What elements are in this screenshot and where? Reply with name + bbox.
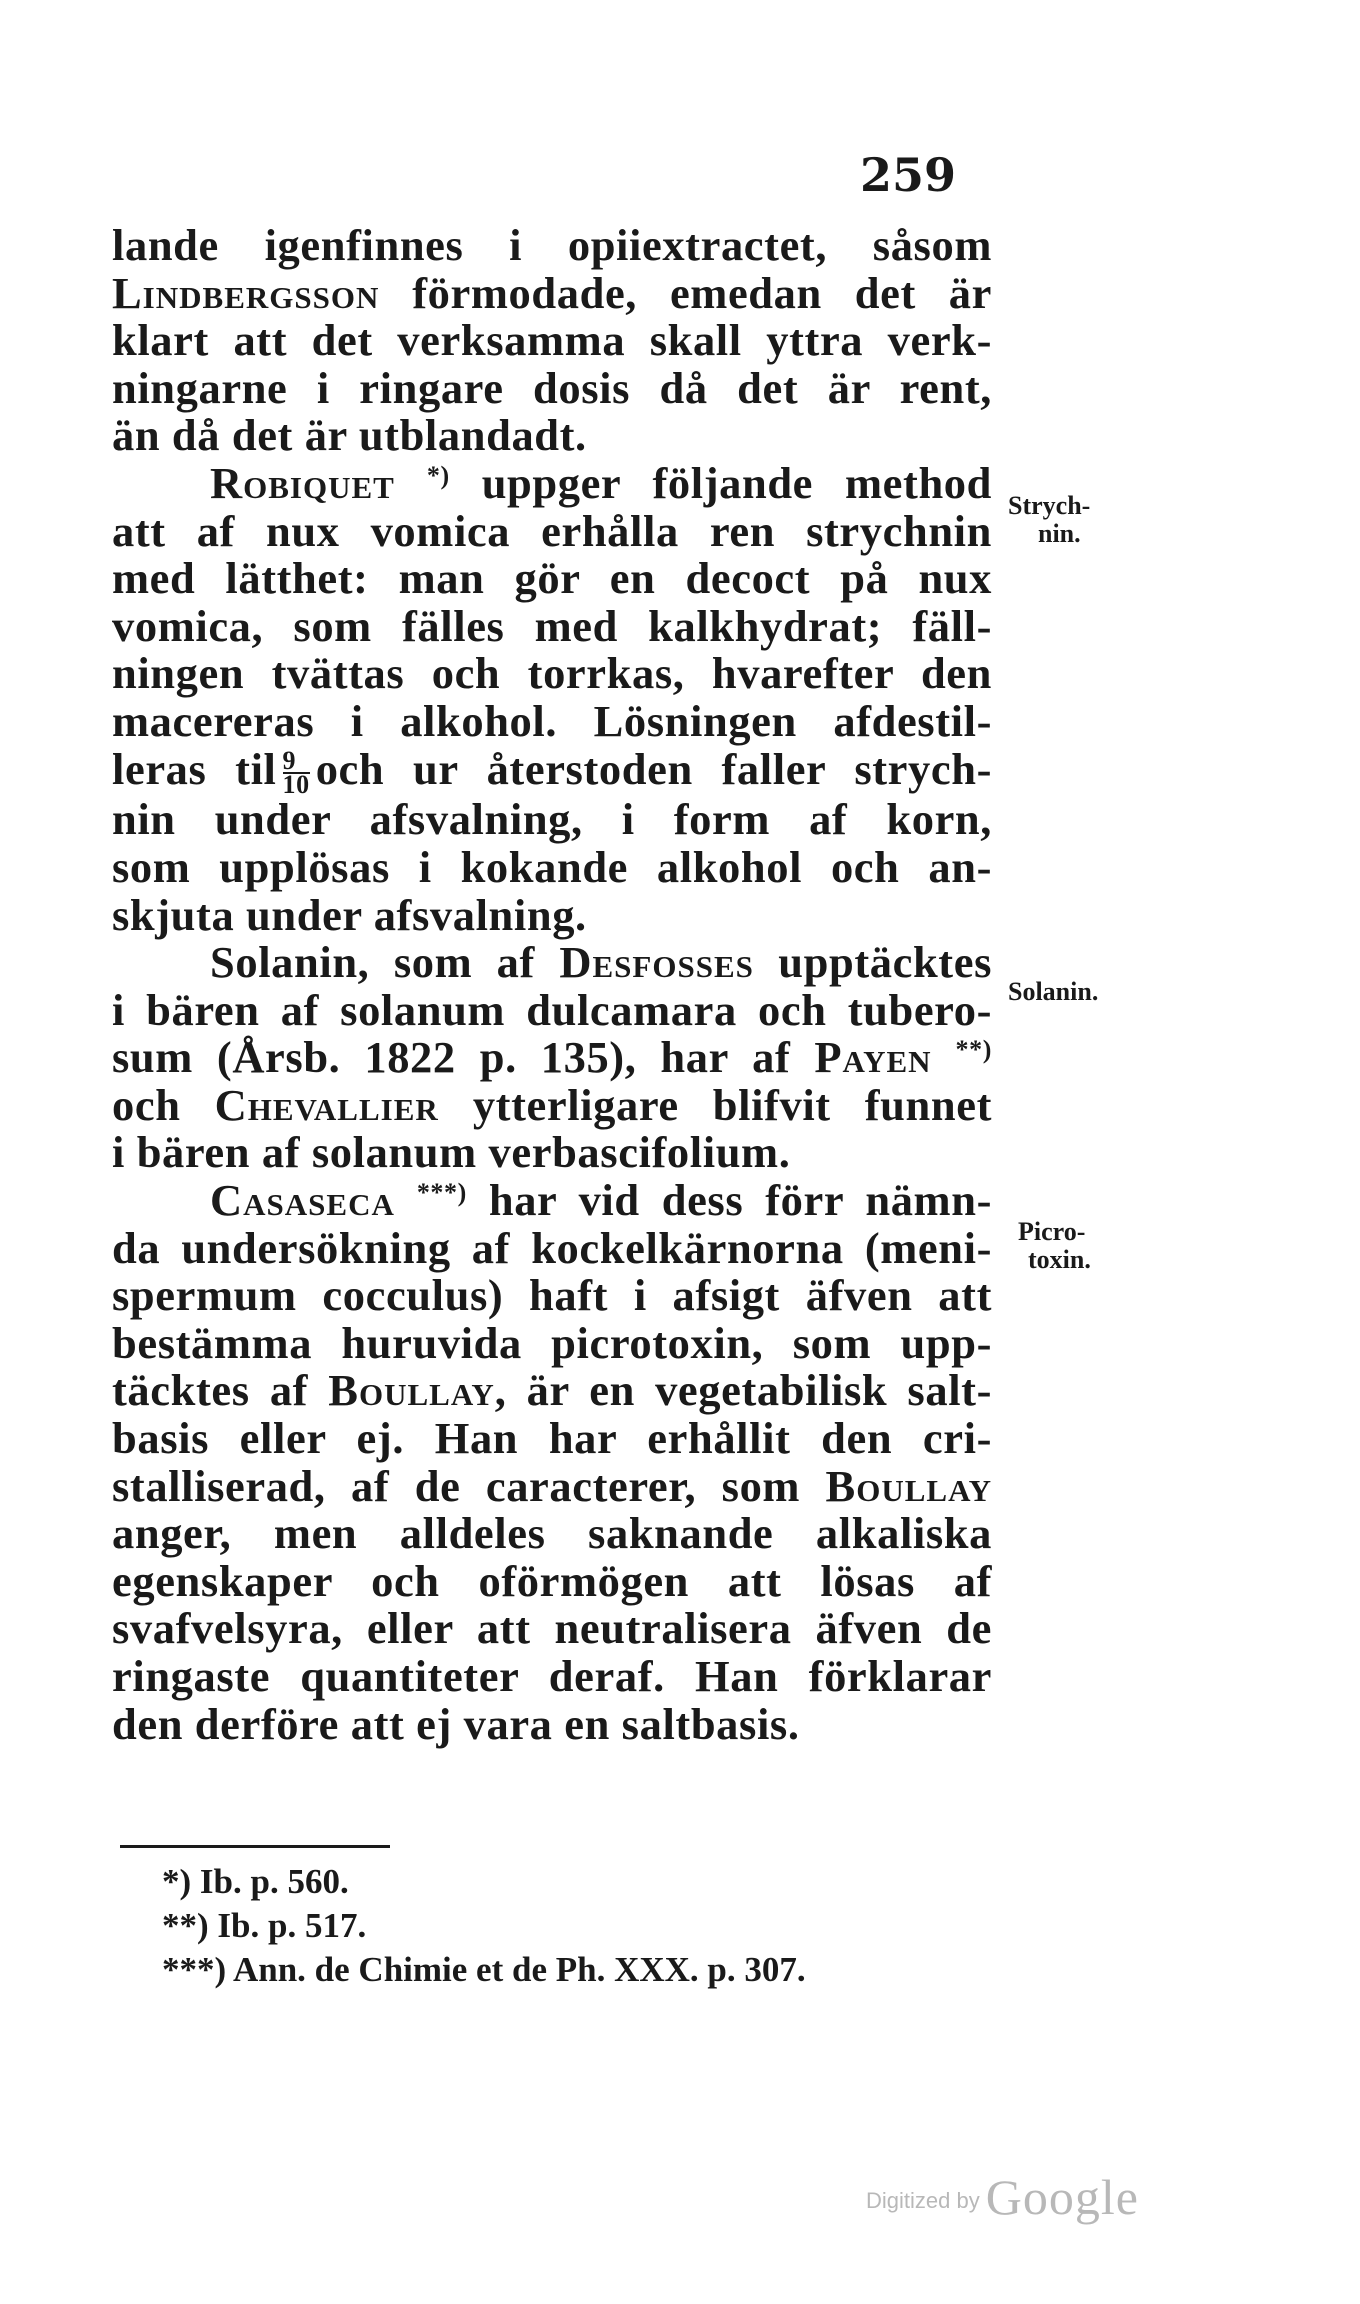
footnotes <box>162 1860 806 1992</box>
fraction <box>282 746 310 800</box>
text-line: i bären af solanum dulcamara och tubero- <box>112 984 992 1035</box>
text-line <box>112 1034 992 1082</box>
text-line: ningarne i ringare dosis då det är rent, <box>112 362 992 413</box>
person-name: Payen <box>814 1032 932 1083</box>
fraction-denominator: 10 <box>282 770 310 800</box>
text-line <box>112 1079 992 1130</box>
fraction-numerator: 9 <box>283 750 310 774</box>
text-fragment: upptäcktes <box>753 937 992 988</box>
text-line: med lätthet: man gör en decoct på nux <box>112 553 992 604</box>
text-line: skjuta under afsvalning. <box>112 889 587 940</box>
footnote: *) Ib. p. 560. <box>162 1862 349 1901</box>
text-line: nin under afsvalning, i form af korn, <box>112 794 992 845</box>
text-line: basis eller ej. Han har erhållit den cri- <box>112 1413 992 1464</box>
text-line: svafvelsyra, eller att neutralisera äfven de <box>112 1603 992 1654</box>
footnote-marker: *) <box>426 460 450 490</box>
person-name: Boullay <box>825 1460 992 1511</box>
text-fragment: förmodade, emedan det är <box>379 267 992 318</box>
text-line: da undersökning af kockelkärnorna (meni- <box>112 1222 992 1273</box>
text-line: att af nux vomica erhålla ren strychnin <box>112 505 992 556</box>
footnote: **) Ib. p. 517. <box>162 1906 367 1945</box>
text-line <box>112 1460 992 1511</box>
margin-note-line: Solanin. <box>1008 977 1099 1006</box>
text-fragment: , är en vegetabilisk salt- <box>494 1365 992 1416</box>
text-fragment: ytterligare blifvit funnet <box>438 1079 992 1130</box>
body-text <box>112 222 992 1748</box>
text-line: macereras i alkohol. Lösningen afdestil- <box>112 695 992 746</box>
text-line: vomica, som fälles med kalkhydrat; fäll- <box>112 600 992 651</box>
text-line: spermum cocculus) haft i afsigt äfven att <box>112 1270 992 1321</box>
digitized-watermark <box>866 2168 1139 2226</box>
text-fragment: har vid dess förr nämn- <box>466 1175 992 1226</box>
text-line <box>112 1367 992 1415</box>
text-line: anger, men alldeles saknande alkaliska <box>112 1508 992 1559</box>
text-fragment: Solanin, som af <box>210 937 560 988</box>
footnote: ***) Ann. de Chimie et de Ph. XXX. p. 307. <box>162 1950 806 1989</box>
text-line: än då det är utblandadt. <box>112 410 587 461</box>
footnote-marker: ***) <box>416 1178 467 1208</box>
text-line: bestämma huruvida picrotoxin, som upp- <box>112 1317 992 1368</box>
text-fragment: leras til <box>112 743 277 794</box>
margin-note-line: toxin. <box>1028 1245 1091 1274</box>
text-line: i bären af solanum verbascifolium. <box>112 1127 791 1178</box>
text-line: den derföre att ej vara en saltbasis. <box>112 1698 800 1749</box>
margin-note-strychnin <box>1008 492 1090 548</box>
footnote-marker: **) <box>955 1035 992 1065</box>
watermark-caption: Digitized by <box>866 2188 980 2213</box>
margin-note-solanin <box>1008 978 1098 1006</box>
text-line: klart att det verksamma skall yttra verk- <box>112 315 992 366</box>
text-fragment: sum (Årsb. 1822 p. 135), har af <box>112 1032 815 1083</box>
text-line: som upplösas i kokande alkohol och an- <box>112 841 992 892</box>
text-fragment: uppger följande method <box>449 457 992 508</box>
person-name: Chevallier <box>214 1079 439 1130</box>
text-fragment: och ur återstoden faller strych- <box>315 743 992 794</box>
text-line: ringaste quantiteter deraf. Han förklarar <box>112 1651 992 1701</box>
person-name: Boullay <box>328 1365 495 1416</box>
text-line <box>112 457 992 508</box>
margin-note-line: Picro- <box>1018 1217 1086 1246</box>
person-name: Desfosses <box>559 937 754 988</box>
text-line <box>112 743 992 800</box>
text-line: lande igenfinnes i opiiextractet, såsom <box>112 220 992 270</box>
text-line <box>112 267 992 318</box>
text-fragment: och <box>112 1079 215 1130</box>
text-line: ningen tvättas och torrkas, hvarefter den <box>112 648 992 699</box>
text-line: egenskaper och oförmögen att lösas af <box>112 1555 992 1606</box>
person-name: Robiquet <box>210 457 395 508</box>
text-fragment: stalliserad, af de caracterer, som <box>112 1460 826 1511</box>
text-fragment: täcktes af <box>112 1365 329 1416</box>
text-line <box>112 939 992 987</box>
footnote-divider <box>120 1845 390 1848</box>
page-number: 259 <box>860 148 957 202</box>
google-logo: Google <box>985 2169 1139 2225</box>
person-name: Lindbergsson <box>112 267 380 318</box>
person-name: Casaseca <box>210 1175 395 1226</box>
margin-note-line: Strych- <box>1008 491 1091 520</box>
margin-note-line: nin. <box>1038 519 1081 548</box>
margin-note-picrotoxin <box>1018 1218 1091 1274</box>
text-line <box>112 1177 992 1225</box>
